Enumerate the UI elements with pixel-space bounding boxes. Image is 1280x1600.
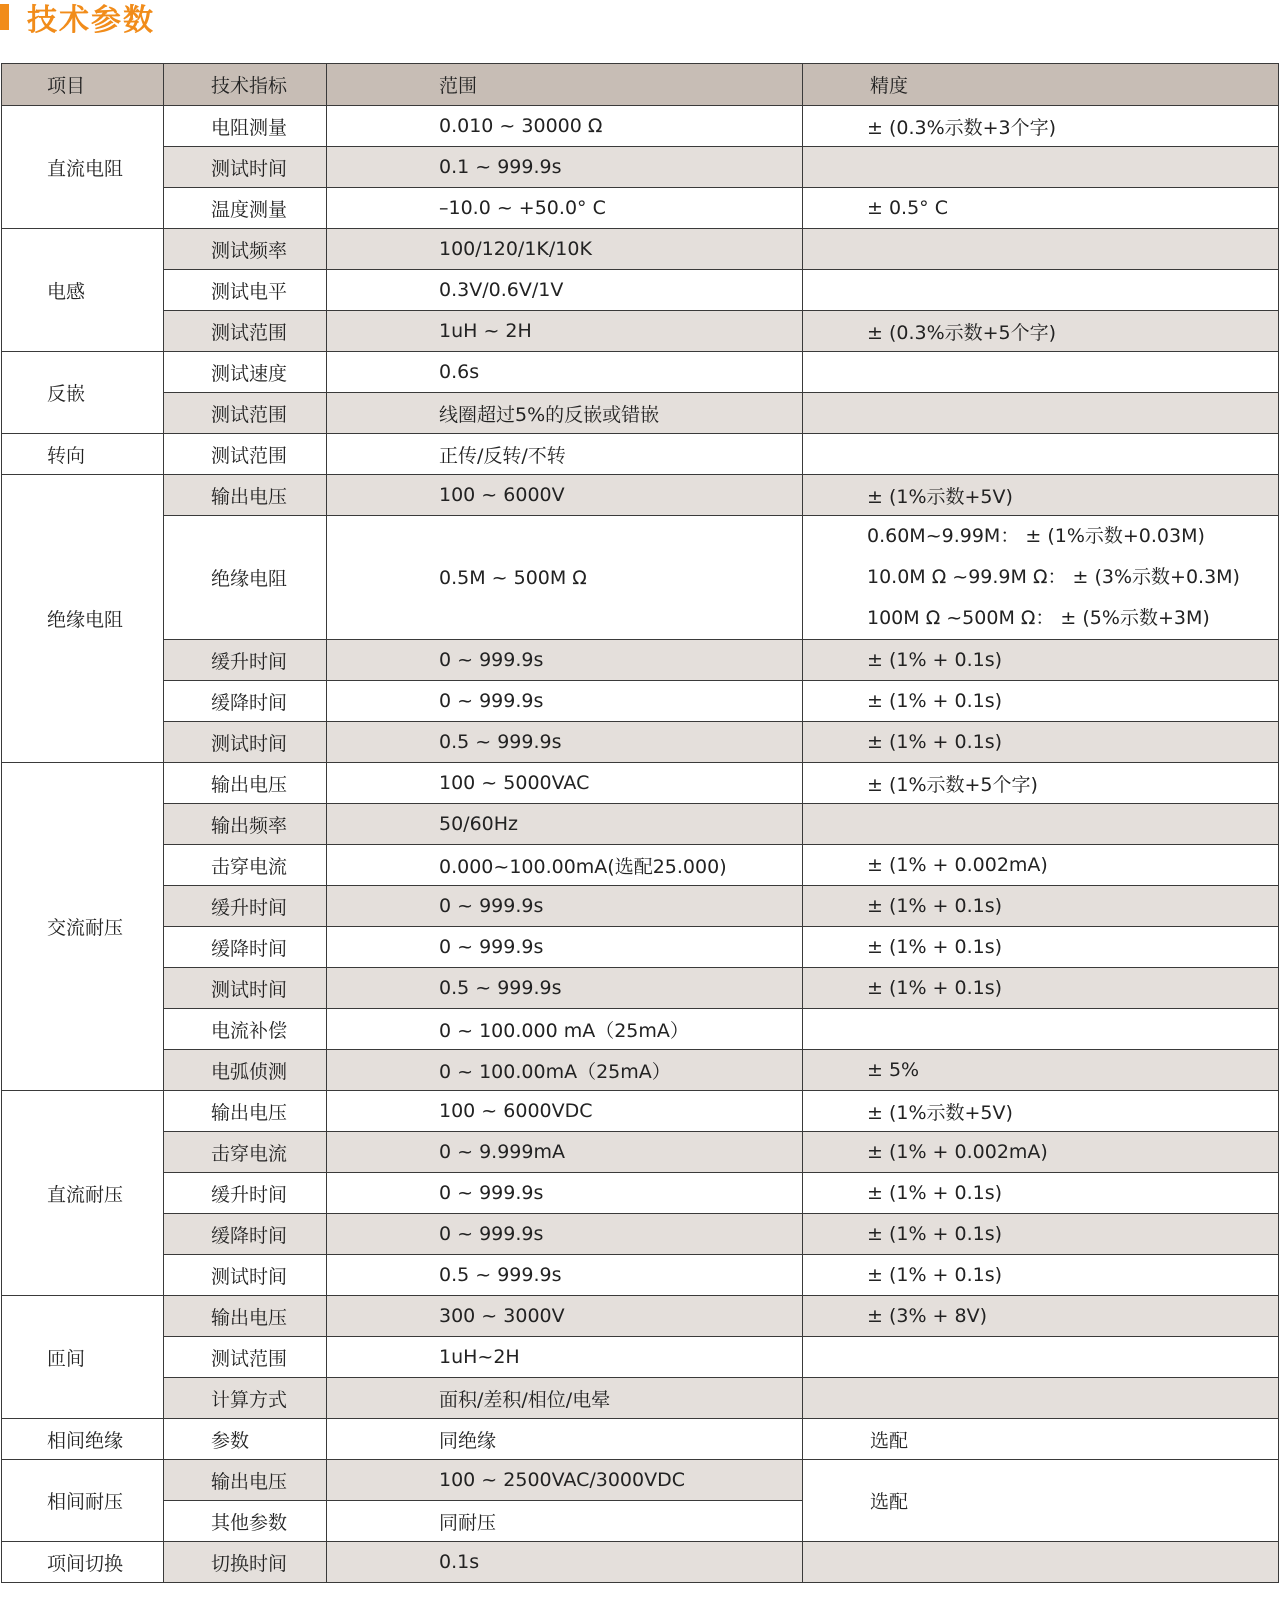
- range-cell: –10.0 ~ +50.0° C: [327, 188, 803, 229]
- indicator-cell: 测试范围: [164, 1337, 327, 1378]
- group-label: 交流耐压: [2, 763, 164, 1091]
- table-row: [2, 352, 1279, 393]
- table-row: [2, 1050, 1279, 1091]
- range-cell: 0 ~ 100.00mA（25mA）: [327, 1050, 803, 1091]
- precision-cell-multiline: [803, 516, 1279, 640]
- title-accent-bar: [0, 4, 9, 30]
- table-row: [2, 229, 1279, 270]
- precision-cell: ± (1% + 0.1s): [803, 722, 1279, 763]
- range-cell: 面积/差积/相位/电晕: [327, 1378, 803, 1419]
- indicator-cell: 缓升时间: [164, 1173, 327, 1214]
- indicator-cell: 缓降时间: [164, 681, 327, 722]
- range-cell: 100/120/1K/10K: [327, 229, 803, 270]
- range-cell: 100 ~ 6000VDC: [327, 1091, 803, 1132]
- table-row: [2, 968, 1279, 1009]
- range-cell: 0 ~ 999.9s: [327, 927, 803, 968]
- indicator-cell: 测试时间: [164, 147, 327, 188]
- precision-cell: ± (1% + 0.1s): [803, 1173, 1279, 1214]
- precision-cell: [803, 1378, 1279, 1419]
- range-cell: 50/60Hz: [327, 804, 803, 845]
- precision-cell: ± (0.3%示数+5个字): [803, 311, 1279, 352]
- range-cell: 0 ~ 999.9s: [327, 886, 803, 927]
- table-row: [2, 640, 1279, 681]
- precision-cell: [803, 147, 1279, 188]
- range-cell: 1uH~2H: [327, 1337, 803, 1378]
- precision-cell: [803, 270, 1279, 311]
- table-row: [2, 722, 1279, 763]
- range-cell: 同耐压: [327, 1501, 803, 1542]
- precision-line: 0.60M~9.99M： ± (1%示数+0.03M): [867, 525, 1205, 547]
- precision-cell: 选配: [803, 1460, 1279, 1542]
- indicator-cell: 输出频率: [164, 804, 327, 845]
- table-row: [2, 1173, 1279, 1214]
- table-row: [2, 886, 1279, 927]
- table-row: [2, 516, 1279, 640]
- precision-cell: [803, 434, 1279, 475]
- range-cell: 0.5 ~ 999.9s: [327, 722, 803, 763]
- table-row: [2, 1460, 1279, 1501]
- range-cell: 同绝缘: [327, 1419, 803, 1460]
- table-row: [2, 1378, 1279, 1419]
- group-label: 转向: [2, 434, 164, 475]
- indicator-cell: 测试范围: [164, 434, 327, 475]
- indicator-cell: 测试频率: [164, 229, 327, 270]
- indicator-cell: 缓降时间: [164, 1214, 327, 1255]
- range-cell: 0.6s: [327, 352, 803, 393]
- range-cell: 0 ~ 100.000 mA（25mA）: [327, 1009, 803, 1050]
- indicator-cell: 缓降时间: [164, 927, 327, 968]
- precision-cell: [803, 352, 1279, 393]
- range-cell: 300 ~ 3000V: [327, 1296, 803, 1337]
- precision-cell: ± (1%示数+5个字): [803, 763, 1279, 804]
- table-row: [2, 188, 1279, 229]
- table-row: [2, 1419, 1279, 1460]
- indicator-cell: 输出电压: [164, 1460, 327, 1501]
- table-header-row: [2, 64, 1279, 106]
- indicator-cell: 测试范围: [164, 311, 327, 352]
- range-cell: 0.1 ~ 999.9s: [327, 147, 803, 188]
- range-cell: 0.5 ~ 999.9s: [327, 1255, 803, 1296]
- range-cell: 0.5 ~ 999.9s: [327, 968, 803, 1009]
- group-label: 反嵌: [2, 352, 164, 434]
- indicator-cell: 计算方式: [164, 1378, 327, 1419]
- precision-cell: [803, 804, 1279, 845]
- indicator-cell: 测试时间: [164, 722, 327, 763]
- table-row: [2, 1255, 1279, 1296]
- precision-cell: ± (1%示数+5V): [803, 1091, 1279, 1132]
- precision-cell: ± (1% + 0.002mA): [803, 845, 1279, 886]
- indicator-cell: 电阻测量: [164, 106, 327, 147]
- range-cell: 100 ~ 2500VAC/3000VDC: [327, 1460, 803, 1501]
- precision-cell: ± (1% + 0.1s): [803, 640, 1279, 681]
- indicator-cell: 击穿电流: [164, 845, 327, 886]
- group-label: 相间绝缘: [2, 1419, 164, 1460]
- group-label: 直流电阻: [2, 106, 164, 229]
- indicator-cell: 输出电压: [164, 475, 327, 516]
- range-cell: 0 ~ 9.999mA: [327, 1132, 803, 1173]
- header-range: 范围: [327, 64, 803, 106]
- table-row: [2, 270, 1279, 311]
- table-row: [2, 1009, 1279, 1050]
- precision-cell: [803, 1542, 1279, 1583]
- indicator-cell: 测试速度: [164, 352, 327, 393]
- precision-cell: [803, 393, 1279, 434]
- range-cell: 线圈超过5%的反嵌或错嵌: [327, 393, 803, 434]
- table-row: [2, 475, 1279, 516]
- group-label: 绝缘电阻: [2, 475, 164, 763]
- indicator-cell: 测试时间: [164, 1255, 327, 1296]
- precision-cell: ± (3% + 8V): [803, 1296, 1279, 1337]
- indicator-cell: 其他参数: [164, 1501, 327, 1542]
- table-row: [2, 434, 1279, 475]
- table-row: [2, 311, 1279, 352]
- table-row: [2, 804, 1279, 845]
- indicator-cell: 参数: [164, 1419, 327, 1460]
- table-row: [2, 1337, 1279, 1378]
- range-cell: 0 ~ 999.9s: [327, 1173, 803, 1214]
- precision-cell: ± (0.3%示数+3个字): [803, 106, 1279, 147]
- range-cell: 0 ~ 999.9s: [327, 1214, 803, 1255]
- precision-cell: ± (1% + 0.1s): [803, 886, 1279, 927]
- page-title: 技术参数: [27, 3, 155, 38]
- precision-cell: ± (1% + 0.1s): [803, 1214, 1279, 1255]
- precision-cell: ± 0.5° C: [803, 188, 1279, 229]
- table-row: [2, 1091, 1279, 1132]
- indicator-cell: 切换时间: [164, 1542, 327, 1583]
- header-precision: 精度: [803, 64, 1279, 106]
- spec-table: [1, 63, 1279, 1583]
- indicator-cell: 测试时间: [164, 968, 327, 1009]
- indicator-cell: 测试电平: [164, 270, 327, 311]
- header-item: 项目: [2, 64, 164, 106]
- indicator-cell: 温度测量: [164, 188, 327, 229]
- range-cell: 0.010 ~ 30000 Ω: [327, 106, 803, 147]
- range-cell: 0.5M ~ 500M Ω: [327, 516, 803, 640]
- range-cell: 0.3V/0.6V/1V: [327, 270, 803, 311]
- indicator-cell: 输出电压: [164, 1296, 327, 1337]
- range-cell: 0 ~ 999.9s: [327, 640, 803, 681]
- range-cell: 0 ~ 999.9s: [327, 681, 803, 722]
- precision-cell: [803, 1337, 1279, 1378]
- table-row: [2, 106, 1279, 147]
- indicator-cell: 击穿电流: [164, 1132, 327, 1173]
- table-row: [2, 763, 1279, 804]
- table-row: [2, 681, 1279, 722]
- precision-line: 100M Ω ~500M Ω： ± (5%示数+3M): [867, 607, 1210, 629]
- group-label: 项间切换: [2, 1542, 164, 1583]
- indicator-cell: 缓升时间: [164, 886, 327, 927]
- indicator-cell: 电流补偿: [164, 1009, 327, 1050]
- range-cell: 100 ~ 6000V: [327, 475, 803, 516]
- indicator-cell: 绝缘电阻: [164, 516, 327, 640]
- range-cell: 0.1s: [327, 1542, 803, 1583]
- indicator-cell: 电弧侦测: [164, 1050, 327, 1091]
- table-row: [2, 1296, 1279, 1337]
- precision-cell: ± (1% + 0.002mA): [803, 1132, 1279, 1173]
- range-cell: 正传/反转/不转: [327, 434, 803, 475]
- precision-line: 10.0M Ω ~99.9M Ω： ± (3%示数+0.3M): [867, 566, 1240, 588]
- precision-cell: [803, 229, 1279, 270]
- indicator-cell: 缓升时间: [164, 640, 327, 681]
- precision-cell: 选配: [803, 1419, 1279, 1460]
- range-cell: 0.000~100.00mA(选配25.000): [327, 845, 803, 886]
- table-row: [2, 393, 1279, 434]
- group-label: 直流耐压: [2, 1091, 164, 1296]
- table-row: [2, 147, 1279, 188]
- table-row: [2, 1214, 1279, 1255]
- range-cell: 1uH ~ 2H: [327, 311, 803, 352]
- section-header: [0, 0, 155, 38]
- group-label: 匝间: [2, 1296, 164, 1419]
- precision-cell: ± (1% + 0.1s): [803, 1255, 1279, 1296]
- precision-cell: [803, 1009, 1279, 1050]
- table-row: [2, 845, 1279, 886]
- table-row: [2, 1132, 1279, 1173]
- precision-cell: ± (1% + 0.1s): [803, 927, 1279, 968]
- precision-cell: ± (1% + 0.1s): [803, 681, 1279, 722]
- header-indicator: 技术指标: [164, 64, 327, 106]
- indicator-cell: 输出电压: [164, 763, 327, 804]
- table-row: [2, 927, 1279, 968]
- precision-cell: ± 5%: [803, 1050, 1279, 1091]
- group-label: 相间耐压: [2, 1460, 164, 1542]
- precision-cell: ± (1%示数+5V): [803, 475, 1279, 516]
- indicator-cell: 测试范围: [164, 393, 327, 434]
- range-cell: 100 ~ 5000VAC: [327, 763, 803, 804]
- group-label: 电感: [2, 229, 164, 352]
- indicator-cell: 输出电压: [164, 1091, 327, 1132]
- precision-cell: ± (1% + 0.1s): [803, 968, 1279, 1009]
- table-row: [2, 1542, 1279, 1583]
